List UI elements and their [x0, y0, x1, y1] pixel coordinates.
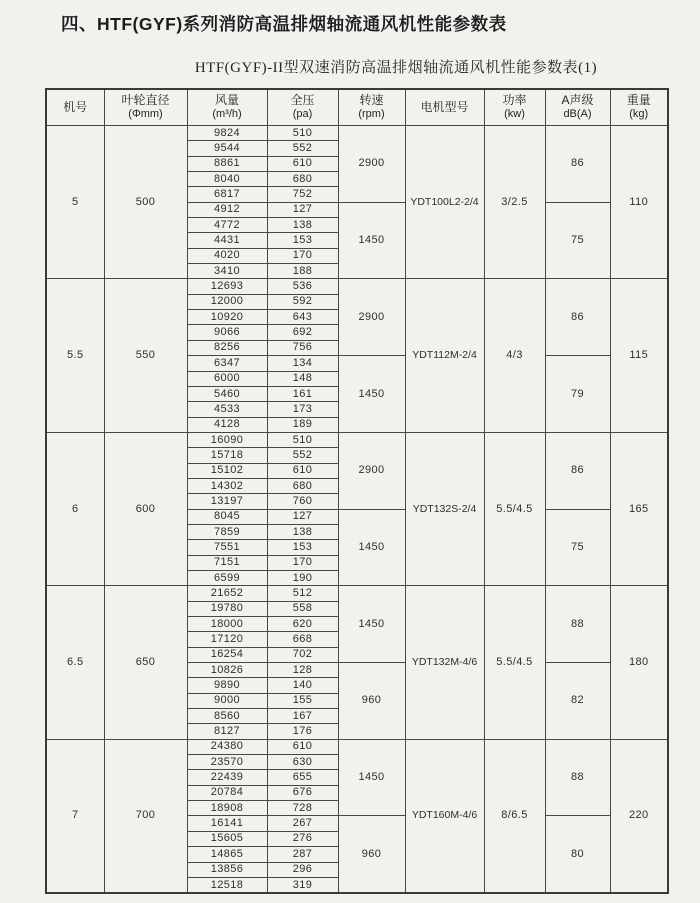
- pressure-cell: 655: [267, 770, 338, 785]
- impeller-diameter-cell: 700: [104, 739, 187, 893]
- airflow-cell: 4533: [187, 402, 267, 417]
- pressure-cell: 756: [267, 340, 338, 355]
- weight-cell: 180: [610, 586, 668, 739]
- pressure-cell: 592: [267, 294, 338, 309]
- airflow-cell: 4431: [187, 233, 267, 248]
- pressure-cell: 319: [267, 877, 338, 893]
- airflow-cell: 16141: [187, 816, 267, 831]
- pressure-cell: 173: [267, 402, 338, 417]
- pressure-cell: 161: [267, 386, 338, 401]
- pressure-cell: 512: [267, 586, 338, 601]
- speed-high-cell: 2900: [338, 432, 405, 509]
- airflow-cell: 7551: [187, 540, 267, 555]
- impeller-diameter-cell: 650: [104, 586, 187, 739]
- column-header: 风量 (m³/h): [187, 89, 267, 126]
- noise-low-cell: 82: [545, 663, 610, 740]
- table-row: [46, 586, 668, 601]
- airflow-cell: 9066: [187, 325, 267, 340]
- pressure-cell: 128: [267, 663, 338, 678]
- airflow-cell: 8127: [187, 724, 267, 739]
- speed-low-cell: 1450: [338, 202, 405, 279]
- column-header: 重量 (kg): [610, 89, 668, 126]
- airflow-cell: 6817: [187, 187, 267, 202]
- pressure-cell: 558: [267, 601, 338, 616]
- noise-low-cell: 79: [545, 356, 610, 433]
- airflow-cell: 6000: [187, 371, 267, 386]
- impeller-diameter-cell: 600: [104, 432, 187, 585]
- airflow-cell: 4128: [187, 417, 267, 432]
- weight-cell: 165: [610, 432, 668, 585]
- airflow-cell: 4772: [187, 218, 267, 233]
- airflow-cell: 10826: [187, 663, 267, 678]
- pressure-cell: 536: [267, 279, 338, 294]
- airflow-cell: 5460: [187, 386, 267, 401]
- airflow-cell: 16254: [187, 647, 267, 662]
- airflow-cell: 14865: [187, 847, 267, 862]
- motor-model-cell: YDT132S-2/4: [405, 432, 484, 585]
- pressure-cell: 668: [267, 632, 338, 647]
- table-row: [46, 126, 668, 141]
- airflow-cell: 8560: [187, 709, 267, 724]
- airflow-cell: 12518: [187, 877, 267, 893]
- pressure-cell: 189: [267, 417, 338, 432]
- pressure-cell: 728: [267, 801, 338, 816]
- airflow-cell: 7859: [187, 524, 267, 539]
- speed-low-cell: 1450: [338, 509, 405, 586]
- airflow-cell: 18908: [187, 801, 267, 816]
- airflow-cell: 18000: [187, 617, 267, 632]
- speed-low-cell: 960: [338, 663, 405, 740]
- airflow-cell: 6599: [187, 570, 267, 585]
- airflow-cell: 9000: [187, 693, 267, 708]
- pressure-cell: 552: [267, 448, 338, 463]
- airflow-cell: 9544: [187, 141, 267, 156]
- airflow-cell: 10920: [187, 310, 267, 325]
- noise-high-cell: 88: [545, 739, 610, 816]
- column-header: 机号: [46, 89, 104, 126]
- pressure-cell: 702: [267, 647, 338, 662]
- airflow-cell: 15102: [187, 463, 267, 478]
- pressure-cell: 676: [267, 785, 338, 800]
- motor-model-cell: YDT160M-4/6: [405, 739, 484, 893]
- motor-model-cell: YDT100L2-2/4: [405, 126, 484, 279]
- airflow-cell: 8256: [187, 340, 267, 355]
- speed-high-cell: 2900: [338, 126, 405, 203]
- noise-low-cell: 80: [545, 816, 610, 893]
- model-no-cell: 5.5: [46, 279, 104, 432]
- impeller-diameter-cell: 500: [104, 126, 187, 279]
- noise-low-cell: 75: [545, 509, 610, 586]
- airflow-cell: 7151: [187, 555, 267, 570]
- pressure-cell: 287: [267, 847, 338, 862]
- impeller-diameter-cell: 550: [104, 279, 187, 432]
- pressure-cell: 140: [267, 678, 338, 693]
- pressure-cell: 190: [267, 570, 338, 585]
- table-row: [46, 279, 668, 294]
- table-row: [46, 432, 668, 447]
- pressure-cell: 138: [267, 218, 338, 233]
- pressure-cell: 680: [267, 478, 338, 493]
- pressure-cell: 680: [267, 172, 338, 187]
- pressure-cell: 630: [267, 755, 338, 770]
- speed-low-cell: 1450: [338, 356, 405, 433]
- airflow-cell: 9824: [187, 126, 267, 141]
- power-cell: 5.5/4.5: [484, 432, 545, 585]
- speed-low-cell: 960: [338, 816, 405, 893]
- airflow-cell: 15605: [187, 831, 267, 846]
- pressure-cell: 276: [267, 831, 338, 846]
- pressure-cell: 176: [267, 724, 338, 739]
- pressure-cell: 620: [267, 617, 338, 632]
- airflow-cell: 9890: [187, 678, 267, 693]
- weight-cell: 115: [610, 279, 668, 432]
- pressure-cell: 692: [267, 325, 338, 340]
- pressure-cell: 752: [267, 187, 338, 202]
- airflow-cell: 15718: [187, 448, 267, 463]
- airflow-cell: 6347: [187, 356, 267, 371]
- model-no-cell: 5: [46, 126, 104, 279]
- airflow-cell: 20784: [187, 785, 267, 800]
- airflow-cell: 3410: [187, 264, 267, 279]
- power-cell: 5.5/4.5: [484, 586, 545, 739]
- pressure-cell: 510: [267, 432, 338, 447]
- pressure-cell: 138: [267, 524, 338, 539]
- pressure-cell: 267: [267, 816, 338, 831]
- pressure-cell: 170: [267, 248, 338, 263]
- motor-model-cell: YDT132M-4/6: [405, 586, 484, 739]
- pressure-cell: 155: [267, 693, 338, 708]
- fan-performance-table: [45, 88, 669, 894]
- pressure-cell: 296: [267, 862, 338, 877]
- airflow-cell: 23570: [187, 755, 267, 770]
- column-header: 转速 (rpm): [338, 89, 405, 126]
- airflow-cell: 19780: [187, 601, 267, 616]
- noise-low-cell: 75: [545, 202, 610, 279]
- airflow-cell: 13197: [187, 494, 267, 509]
- noise-high-cell: 88: [545, 586, 610, 663]
- pressure-cell: 148: [267, 371, 338, 386]
- pressure-cell: 510: [267, 126, 338, 141]
- airflow-cell: 8040: [187, 172, 267, 187]
- table-body: [46, 126, 668, 894]
- airflow-cell: 8861: [187, 156, 267, 171]
- airflow-cell: 8045: [187, 509, 267, 524]
- power-cell: 8/6.5: [484, 739, 545, 893]
- weight-cell: 110: [610, 126, 668, 279]
- noise-high-cell: 86: [545, 126, 610, 203]
- airflow-cell: 17120: [187, 632, 267, 647]
- pressure-cell: 188: [267, 264, 338, 279]
- pressure-cell: 610: [267, 463, 338, 478]
- airflow-cell: 13856: [187, 862, 267, 877]
- motor-model-cell: YDT112M-2/4: [405, 279, 484, 432]
- noise-high-cell: 86: [545, 432, 610, 509]
- airflow-cell: 4912: [187, 202, 267, 217]
- pressure-cell: 760: [267, 494, 338, 509]
- pressure-cell: 153: [267, 540, 338, 555]
- header-row: [46, 89, 668, 126]
- model-no-cell: 6: [46, 432, 104, 585]
- column-header: 电机型号: [405, 89, 484, 126]
- pressure-cell: 610: [267, 156, 338, 171]
- pressure-cell: 552: [267, 141, 338, 156]
- column-header: 叶轮直径 (Φmm): [104, 89, 187, 126]
- airflow-cell: 16090: [187, 432, 267, 447]
- speed-high-cell: 2900: [338, 279, 405, 356]
- airflow-cell: 12693: [187, 279, 267, 294]
- pressure-cell: 167: [267, 709, 338, 724]
- airflow-cell: 24380: [187, 739, 267, 754]
- pressure-cell: 127: [267, 509, 338, 524]
- model-no-cell: 7: [46, 739, 104, 893]
- pressure-cell: 610: [267, 739, 338, 754]
- model-no-cell: 6.5: [46, 586, 104, 739]
- column-header: 全压 (pa): [267, 89, 338, 126]
- speed-high-cell: 1450: [338, 586, 405, 663]
- airflow-cell: 21652: [187, 586, 267, 601]
- column-header: A声级 dB(A): [545, 89, 610, 126]
- pressure-cell: 643: [267, 310, 338, 325]
- pressure-cell: 170: [267, 555, 338, 570]
- airflow-cell: 14302: [187, 478, 267, 493]
- speed-high-cell: 1450: [338, 739, 405, 816]
- pressure-cell: 134: [267, 356, 338, 371]
- page-title: 四、HTF(GYF)系列消防高温排烟轴流通风机性能参数表: [61, 14, 507, 34]
- power-cell: 3/2.5: [484, 126, 545, 279]
- table-row: [46, 739, 668, 754]
- pressure-cell: 127: [267, 202, 338, 217]
- power-cell: 4/3: [484, 279, 545, 432]
- airflow-cell: 22439: [187, 770, 267, 785]
- table-subtitle: HTF(GYF)-II型双速消防高温排烟轴流通风机性能参数表(1): [194, 60, 598, 76]
- pressure-cell: 153: [267, 233, 338, 248]
- airflow-cell: 12000: [187, 294, 267, 309]
- column-header: 功率 (kw): [484, 89, 545, 126]
- weight-cell: 220: [610, 739, 668, 893]
- airflow-cell: 4020: [187, 248, 267, 263]
- noise-high-cell: 86: [545, 279, 610, 356]
